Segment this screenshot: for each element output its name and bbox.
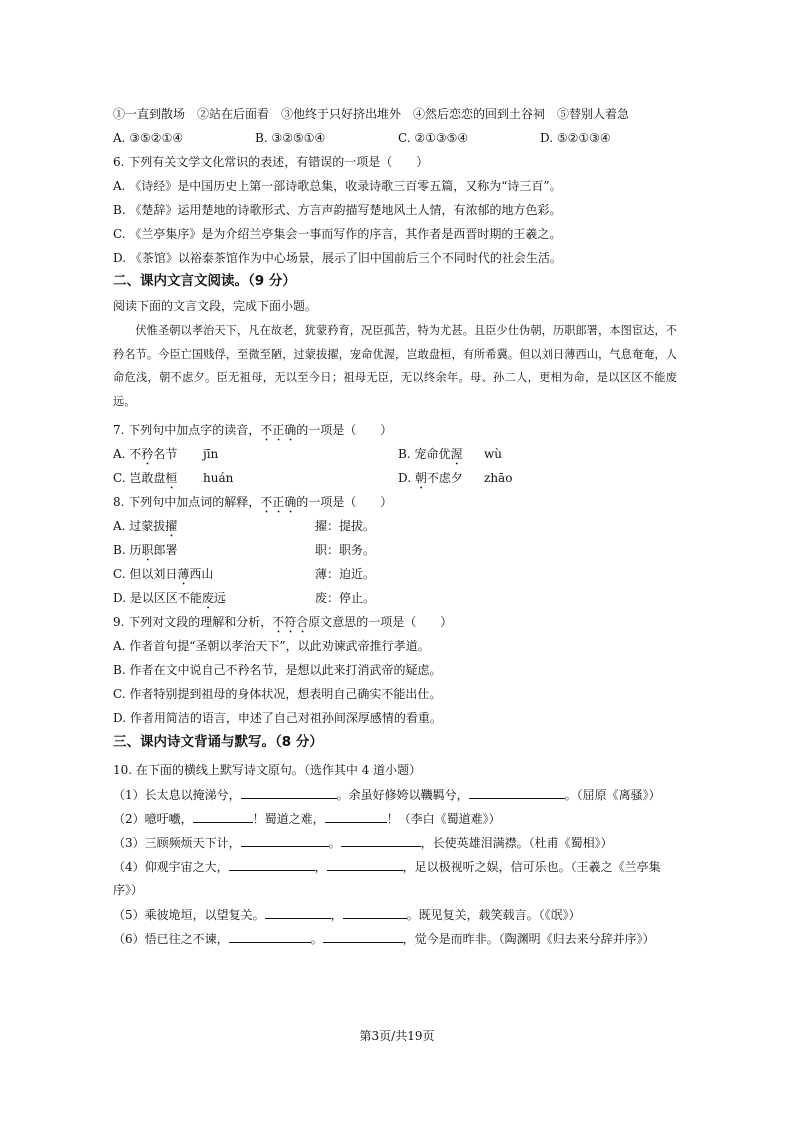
q8-stem	[113, 494, 392, 516]
q7-d-dot: 朝	[414, 471, 427, 485]
l3-part-a: （3）三顾频烦天下计，	[113, 836, 241, 850]
classical-passage: 伏惟圣朝以孝治天下，凡在故老，犹蒙矜育，况臣孤苦，特为尤甚。且臣少仕伪朝，历职郎署，本图宦达，不矜名节。今臣亡国贱俘，至微至陋，过蒙拔擢，宠命优渥，岂敢盘桓，有所希冀。但以刘日薄西山，气息奄奄，人命危浅，朝不虑夕。臣无祖母，无以至今日；祖母无臣，无以终余年。母、孙二人，更相为命，是以区区不能废远。	[113, 324, 677, 408]
l3-part-b: 。	[328, 836, 341, 850]
q9-option-a: A. 作者首句提“圣朝以孝治天下”，以此劝谏武帝推行孝道。	[113, 639, 430, 653]
recitation-line-2	[113, 810, 501, 827]
q9-stem-emphasis: 不符合	[272, 615, 309, 629]
blank-input[interactable]	[229, 930, 311, 943]
blank-input[interactable]	[341, 834, 421, 847]
q8-c-explanation: 薄：迫近。	[315, 567, 376, 581]
l2-part-a: （2）噫吁嚱，	[113, 812, 193, 826]
q10-stem: 10. 在下面的横线上默写诗文原句。（选作其中 4 道小题）	[113, 763, 422, 777]
q8-option-d	[113, 590, 226, 612]
l1-part-c: 。（屈原《离骚》）	[564, 788, 661, 802]
q7-option-a	[113, 446, 177, 468]
recitation-line-5	[113, 906, 581, 923]
q8-d-pre: D. 是以区区不能	[113, 591, 202, 605]
recitation-line-6	[113, 930, 655, 947]
blank-input[interactable]	[325, 810, 387, 823]
q8-c-pre: C. 但以刘日	[113, 567, 178, 581]
q5-option-a: A. ③⑤②①④	[113, 131, 184, 145]
section2-intro: 阅读下面的文言文段，完成下面小题。	[113, 299, 318, 313]
q7-a-post: 名节	[153, 447, 178, 461]
q8-stem-pre: 8. 下列句中加点词的解释，	[113, 495, 261, 509]
q7-a-pre: A. 不	[113, 447, 142, 461]
l4-part-b: ，	[314, 860, 327, 874]
l6-part-a: （6）悟已往之不谏，	[113, 932, 229, 946]
l1-part-b: 。余虽好修姱以鞿羁兮，	[336, 788, 469, 802]
q8-b-explanation: 职：职务。	[315, 543, 376, 557]
q6-option-b: B. 《楚辞》运用楚地的诗歌形式、方言声韵描写楚地风土人情，有浓郁的地方色彩。	[113, 203, 562, 217]
q7-b-pinyin: wù	[484, 447, 502, 461]
q8-option-b	[113, 542, 177, 564]
q6-stem: 6. 下列有关文学文化常识的表述，有错误的一项是（ ）	[113, 155, 429, 169]
blank-input[interactable]	[323, 930, 403, 943]
l6-part-c: ，觉今是而昨非。（陶渊明《归去来兮辞并序》）	[402, 932, 655, 946]
q8-b-dot: 职	[141, 543, 154, 557]
l5-part-a: （5）乘彼垝垣，以望复关。	[113, 908, 265, 922]
q8-d-post: 远	[213, 591, 226, 605]
q5-items: ①一直到散场 ②站在后面看 ③他终于只好挤出堆外 ④然后恋恋的回到土谷祠 ⑤替别人着急	[113, 107, 630, 121]
q7-b-pre: B. 宠命优	[398, 447, 451, 461]
q8-option-c	[113, 566, 213, 588]
page-footer: 第3页/共19页	[359, 1029, 435, 1043]
q6-option-d: D. 《茶馆》以裕泰茶馆作为中心场景，展示了旧中国前后三个不同时代的社会生活。	[113, 251, 562, 265]
l4-part-c: ，足以极视听之娱，信可乐也。（王羲之《兰亭集	[402, 860, 661, 874]
q8-c-post: 西山	[189, 567, 214, 581]
q7-d-pre: D.	[398, 471, 415, 485]
blank-input[interactable]	[265, 906, 331, 919]
q9-stem-pre: 9. 下列对文段的理解和分析，	[113, 615, 273, 629]
q9-option-b: B. 作者在文中说自己不矜名节，是想以此来打消武帝的疑虑。	[113, 663, 442, 677]
l4-part-a: （4）仰观宇宙之大，	[113, 860, 229, 874]
blank-input[interactable]	[343, 906, 407, 919]
l5-part-c: 。既见复关，载笑载言。（《氓》）	[406, 908, 581, 922]
q8-b-pre: B. 历	[113, 543, 142, 557]
blank-input[interactable]	[229, 858, 315, 871]
q8-a-pre: A. 过蒙拔	[113, 519, 166, 533]
q7-a-dot: 矜	[141, 447, 154, 461]
q6-option-a: A. 《诗经》是中国历史上第一部诗歌总集，收录诗歌三百零五篇，又称为“诗三百”。	[113, 179, 562, 193]
l1-part-a: （1）长太息以掩涕兮，	[113, 788, 241, 802]
q7-stem-emphasis: 不正确	[260, 423, 297, 437]
l3-part-c: ，长使英雄泪满襟。（杜甫《蜀相》）	[420, 836, 613, 850]
l2-part-b: ！蜀道之难，	[252, 812, 325, 826]
q7-option-d	[398, 470, 463, 492]
q7-option-b	[398, 446, 462, 468]
q7-c-dot: 桓	[165, 471, 178, 485]
q7-stem-post: 的一项是（ ）	[296, 423, 393, 437]
q7-option-c	[113, 470, 177, 492]
q7-stem-pre: 7. 下列句中加点字的读音，	[113, 423, 261, 437]
q7-b-dot: 渥	[450, 447, 463, 461]
l2-part-c: ！（李白《蜀道难》）	[386, 812, 501, 826]
q7-stem	[113, 422, 392, 444]
q8-a-explanation: 擢：提拔。	[315, 519, 376, 533]
q8-stem-emphasis: 不正确	[260, 495, 297, 509]
recitation-line-4	[113, 858, 661, 875]
q8-d-explanation: 废：停止。	[315, 591, 376, 605]
blank-input[interactable]	[193, 810, 253, 823]
recitation-line-1	[113, 786, 661, 803]
q9-stem	[113, 614, 452, 636]
q5-option-c: C. ②①③⑤④	[398, 131, 469, 145]
q9-stem-post: 原文意思的一项是（ ）	[308, 615, 453, 629]
q5-option-d: D. ⑤②①③④	[540, 131, 611, 145]
q9-option-d: D. 作者用简洁的语言，申述了自己对祖孙间深厚感情的看重。	[113, 711, 442, 725]
q8-b-post: 郎署	[153, 543, 178, 557]
q7-c-pre: C. 岂敢盘	[113, 471, 166, 485]
blank-input[interactable]	[241, 786, 337, 799]
q8-option-a	[113, 518, 177, 540]
section2-heading: 二、课内文言文阅读。（9 分）	[113, 273, 296, 289]
l6-part-b: 。	[310, 932, 323, 946]
section3-heading: 三、课内诗文背诵与默写。（8 分）	[113, 734, 323, 750]
q7-d-post: 不虑夕	[426, 471, 463, 485]
l5-part-b: ，	[330, 908, 343, 922]
recitation-line-3	[113, 834, 613, 851]
q5-option-b: B. ③②⑤①④	[255, 131, 326, 145]
q9-option-c: C. 作者特别提到祖母的身体状况，想表明自己确实不能出仕。	[113, 687, 442, 701]
q7-d-pinyin: zhāo	[484, 471, 513, 485]
q8-a-dot: 擢	[165, 519, 178, 533]
blank-input[interactable]	[241, 834, 329, 847]
blank-input[interactable]	[469, 786, 565, 799]
q7-c-pinyin: huán	[203, 471, 234, 485]
q8-c-dot: 薄	[177, 567, 190, 581]
q8-stem-post: 的一项是（ ）	[296, 495, 393, 509]
q7-a-pinyin: jīn	[203, 447, 219, 461]
recitation-line-4-cont: 序》）	[113, 883, 144, 897]
q8-d-dot: 废	[201, 591, 214, 605]
q6-option-c: C. 《兰亭集序》是为介绍兰亭集会一事而写作的序言，其作者是西晋时期的王羲之。	[113, 227, 562, 241]
blank-input[interactable]	[327, 858, 403, 871]
